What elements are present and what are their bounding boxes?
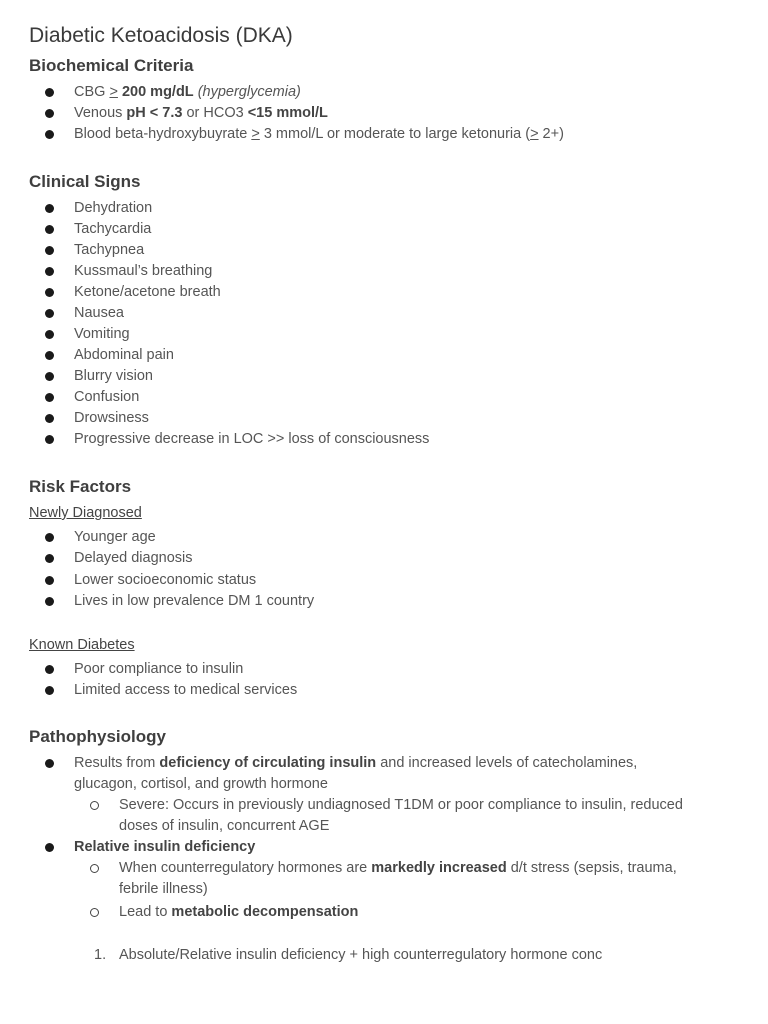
patho-numbered-item-1: 1. Absolute/Relative insulin deficiency + high counterregulatory hormone conc xyxy=(94,947,603,963)
patho-item-results-cont: glucagon, cortisol, and growth hormone xyxy=(74,776,328,792)
patho-heading: Pathophysiology xyxy=(29,727,166,746)
clinical-sign-item: Nausea xyxy=(74,303,124,324)
known-diabetes-item: Poor compliance to insulin xyxy=(74,659,243,680)
patho-item-results: Results from deficiency of circulating insulin and increased levels of catecholamines, xyxy=(74,753,637,774)
clinical-sign-item: Progressive decrease in LOC >> loss of consciousness xyxy=(74,429,429,450)
clinical-sign-item: Confusion xyxy=(74,387,139,408)
newly-diagnosed-item: Lives in low prevalence DM 1 country xyxy=(74,591,314,612)
known-diabetes-heading: Known Diabetes xyxy=(29,637,135,653)
clinical-sign-item: Vomiting xyxy=(74,324,130,345)
clinical-sign-item: Tachycardia xyxy=(74,219,151,240)
patho-subitem-counterregulatory-cont: febrile illness) xyxy=(119,881,208,897)
patho-item-relative: Relative insulin deficiency xyxy=(74,837,255,858)
newly-diagnosed-item: Delayed diagnosis xyxy=(74,548,193,569)
patho-subitem-severe-cont: doses of insulin, concurrent AGE xyxy=(119,818,330,834)
clinical-sign-item: Ketone/acetone breath xyxy=(74,282,221,303)
newly-diagnosed-item: Lower socioeconomic status xyxy=(74,570,256,591)
biochemical-item-cbg: CBG > 200 mg/dL (hyperglycemia) xyxy=(74,82,301,103)
clinical-sign-item: Drowsiness xyxy=(74,408,149,429)
clinical-sign-item: Dehydration xyxy=(74,198,152,219)
patho-subitem-counterregulatory: When counterregulatory hormones are markedly increased d/t stress (sepsis, trauma, xyxy=(119,858,677,879)
clinical-sign-item: Blurry vision xyxy=(74,366,153,387)
risk-heading: Risk Factors xyxy=(29,477,132,496)
clinical-heading: Clinical Signs xyxy=(29,172,141,191)
biochemical-heading: Biochemical Criteria xyxy=(29,56,194,75)
newly-diagnosed-item: Younger age xyxy=(74,527,156,548)
biochemical-item-bhb: Blood beta-hydroxybuyrate > 3 mmol/L or moderate to large ketonuria (> 2+) xyxy=(74,124,564,145)
newly-diagnosed-heading: Newly Diagnosed xyxy=(29,505,142,521)
biochemical-item-ph: Venous pH < 7.3 or HCO3 <15 mmol/L xyxy=(74,103,328,124)
known-diabetes-item: Limited access to medical services xyxy=(74,680,297,701)
patho-subitem-severe: Severe: Occurs in previously undiagnosed T1DM or poor compliance to insulin, reduced xyxy=(119,795,683,816)
clinical-sign-item: Kussmaul’s breathing xyxy=(74,261,212,282)
clinical-sign-item: Tachypnea xyxy=(74,240,144,261)
page-title: Diabetic Ketoacidosis (DKA) xyxy=(29,24,293,47)
patho-subitem-decompensation: Lead to metabolic decompensation xyxy=(119,902,358,923)
clinical-sign-item: Abdominal pain xyxy=(74,345,174,366)
